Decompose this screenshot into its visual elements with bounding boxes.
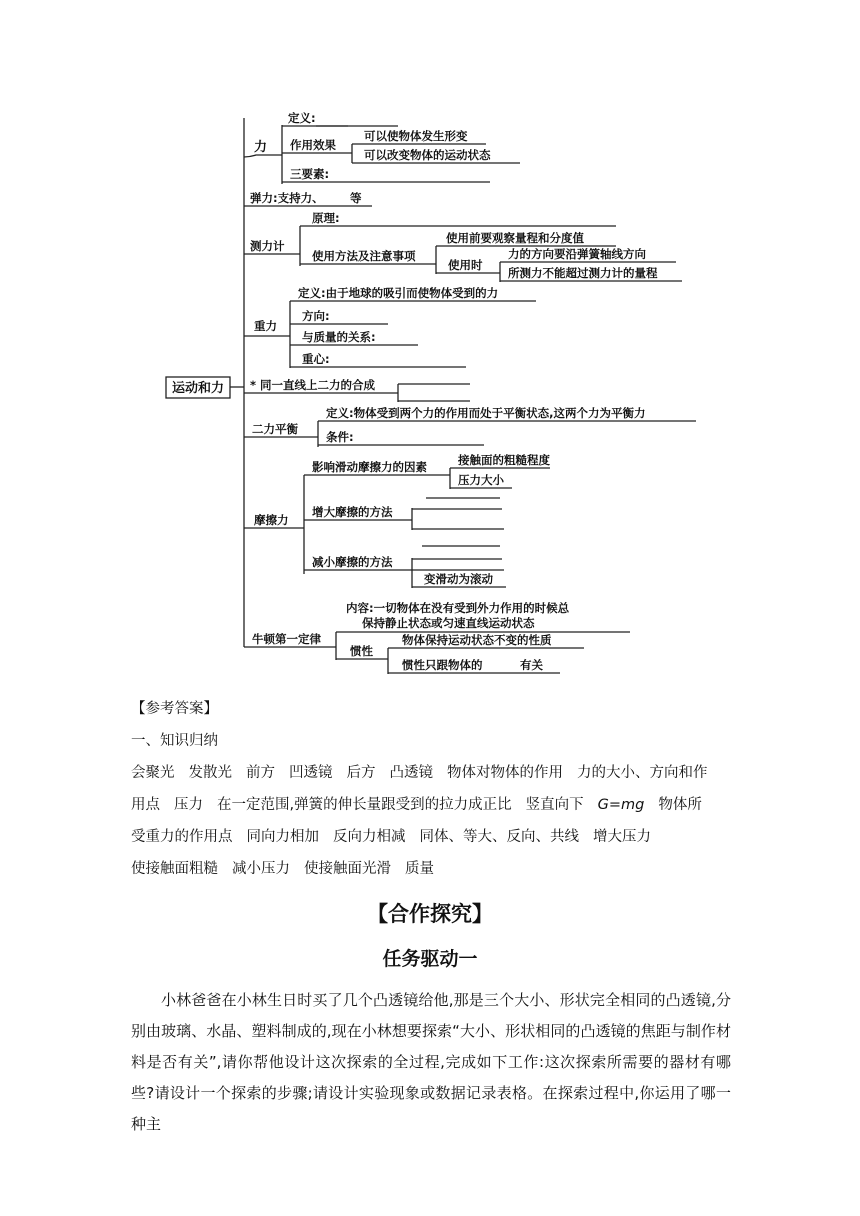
section-title: 【合作探究】 (367, 902, 493, 926)
answer-item: 凹透镜 (289, 765, 333, 781)
answer-item: 在一定范围,弹簧的伸长量跟受到的拉力成正比 (217, 797, 512, 813)
answer-item: G=mg (597, 797, 645, 813)
force-label: 力 (254, 140, 268, 155)
answer-item: 同向力相加 (246, 829, 319, 845)
answer-item: 物体对物体的作用 (447, 765, 563, 781)
answer-row (131, 789, 731, 821)
gravity-definition: 定义:由于地球的吸引而使物体受到的力 (298, 286, 499, 300)
newton-label: 牛顿第一定律 (252, 632, 321, 646)
newton-inertia-label: 惯性 (350, 644, 373, 658)
answer-item: 同体、等大、反向、共线 (419, 829, 579, 845)
force-effect-2: 可以改变物体的运动状态 (364, 148, 491, 162)
force-effect-1: 可以使物体发生形变 (364, 129, 468, 143)
answers-subheading: 一、知识归纳 (131, 733, 218, 749)
resultant-label: * 同一直线上二力的合成 (250, 378, 376, 392)
friction-decrease-label: 减小摩擦的方法 (312, 555, 393, 569)
answer-item: 用点 (131, 797, 160, 813)
friction-factor-2: 压力大小 (458, 473, 504, 487)
force-three-elements: 三要素: (290, 167, 330, 181)
gravity-center: 重心: (302, 352, 330, 366)
friction-decrease-item: 变滑动为滚动 (424, 572, 493, 586)
answer-item: 物体所 (658, 797, 702, 813)
task-paragraph: 小林爸爸在小林生日时买了几个凸透镜给他,那是三个大小、形状完全相同的凸透镜,分别由玻璃、水晶、塑料制成的,现在小林想要探索“大小、形状相同的凸透镜的焦距与制作材料是否有关”,请你帮他设计这次探索的全过程,完成如下工作:这次探索所需要的器材有哪些?请设计一个探索的步骤;请设计实验现象或数据记录表格。在探索过程中,你运用了哪一种主 (131, 991, 731, 1133)
section-subtitle: 任务驱动一 (382, 948, 478, 970)
answer-item: 减小压力 (232, 861, 290, 877)
force-branch-line (244, 155, 282, 157)
answer-item: 受重力的作用点 (131, 829, 233, 845)
elastic-label: 弹力:支持力、 (250, 191, 324, 205)
newton-inertia-2a: 惯性只跟物体的 (402, 658, 483, 672)
dynamometer-usage-label: 使用方法及注意事项 (312, 249, 416, 263)
friction-factors-label: 影响滑动摩擦力的因素 (312, 460, 427, 474)
answer-item: 后方 (346, 765, 376, 781)
gravity-label: 重力 (254, 319, 277, 333)
answer-item: 质量 (405, 861, 434, 877)
friction-factor-1: 接触面的粗糙程度 (458, 453, 550, 467)
answer-item: 力的大小、方向和作 (577, 765, 708, 781)
equilibrium-condition: 条件: (326, 430, 354, 444)
answer-item: 使接触面粗糙 (131, 861, 218, 877)
equilibrium-label: 二力平衡 (252, 422, 298, 436)
answer-item: 反向力相减 (333, 829, 406, 845)
answer-row (131, 853, 731, 885)
gravity-direction: 方向: (302, 309, 330, 323)
friction-increase-label: 增大摩擦的方法 (312, 505, 393, 519)
friction-label: 摩擦力 (254, 513, 289, 527)
answer-rows (131, 757, 731, 885)
dynamometer-principle: 原理: (312, 211, 340, 225)
force-effect-label: 作用效果 (290, 138, 336, 152)
answer-item: 压力 (174, 797, 203, 813)
newton-inertia-2b: 有关 (520, 658, 543, 672)
answer-item: 凸透镜 (389, 765, 433, 781)
answer-item: 增大压力 (593, 829, 651, 845)
dynamometer-label: 测力计 (250, 239, 285, 253)
root-node-label: 运动和力 (172, 381, 225, 396)
equilibrium-definition: 定义:物体受到两个力的作用而处于平衡状态,这两个力为平衡力 (326, 406, 646, 420)
dynamometer-before-use: 使用前要观察量程和分度值 (446, 231, 584, 245)
answer-row (131, 821, 731, 853)
newton-content-1: 内容:一切物体在没有受到外力作用的时候总 (346, 601, 570, 615)
dynamometer-during-use: 使用时 (448, 258, 483, 272)
answer-item: 会聚光 (131, 765, 175, 781)
answer-item: 前方 (246, 765, 275, 781)
answer-item: 使接触面光滑 (304, 861, 391, 877)
newton-content-2: 保持静止状态或匀速直线运动状态 (362, 616, 535, 630)
reference-answers (131, 693, 731, 885)
dynamometer-during-2: 所测力不能超过测力计的量程 (508, 266, 658, 280)
answer-item: 发散光 (188, 765, 232, 781)
answer-row (131, 757, 731, 789)
newton-inertia-1: 物体保持运动状态不变的性质 (402, 633, 552, 647)
answer-item: 竖直向下 (525, 797, 584, 813)
gravity-mass-relation: 与质量的关系: (302, 330, 376, 344)
elastic-suffix: 等 (350, 191, 362, 205)
dynamometer-during-1: 力的方向要沿弹簧轴线方向 (508, 247, 646, 261)
force-definition: 定义: (288, 111, 316, 125)
answers-heading: 【参考答案】 (131, 701, 218, 717)
